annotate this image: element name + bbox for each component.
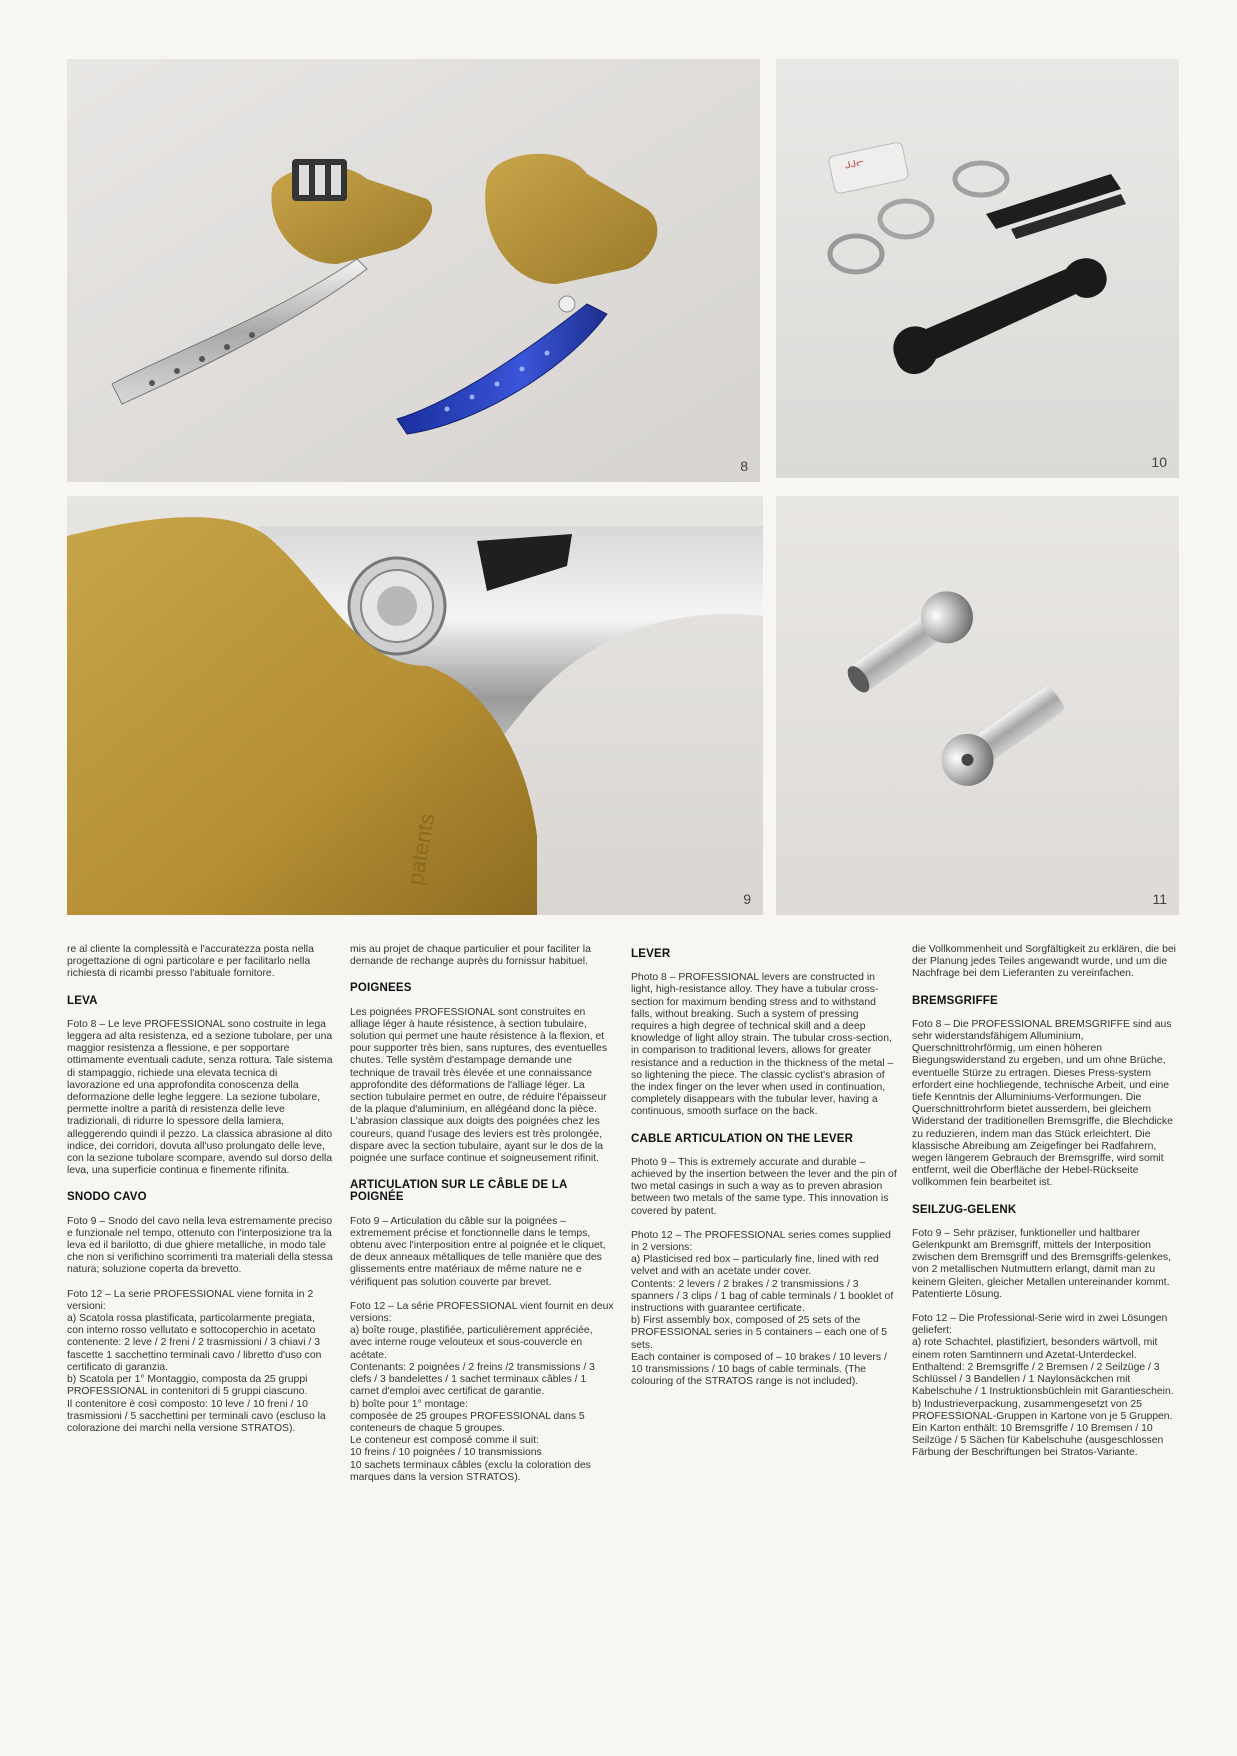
paragraph-foto-8: Foto 8 – Le leve PROFESSIONAL sono costruite in lega leggera ad alta resistenza, ed a sezione tubolare, per una maggior resistenza a flessione, e per sopportare ottimamente eventuali cadute, senza rottura. Tale sistema di stampaggio, richiede una elevata tecnica di lavorazione ed una approfondita conoscenza della deformazione delle leghe leggere. La sezione tubolare, permette inoltre a parità di resistenza delle leve tradizionali, di ridurre lo spessore della lamiera, alleggerendo quindi il pezzo. La classica abrasione al dito indice, dei corridori, dovuta all'uso prolungato delle leve, con la sezione tubolare scompare, avendo sul dorso della leva, una superficie continua e finemente rifinita. [67, 1018, 333, 1177]
paragraph-foto-12: Foto 12 – La serie PROFESSIONAL viene fornita in 2 versioni: a) Scatola rossa plastificata, particolarmente pregiata, con interno rosso vellutato e sottocoperchio in acetato contenente: 2 leve / 2 freni / 2 trasmissioni / 3 chiavi / 3 fascette 1 sacchettino terminali cavo / libretto d'uso con certificato di garanzia. b) Scatola per 1° Montaggio, composta da 25 gruppi PROFESSIONAL in contenitori di 5 gruppi ciascuno. Il contenitore è così composto: 10 leve / 10 freni / 10 trasmissioni / 5 sacchettini per terminali cavo (escluso la colorazione dei marchi nella versione STRATOS). [67, 1288, 326, 1434]
photo-9-lever-closeup [67, 496, 763, 915]
section-heading-snodo-cavo: SNODO CAVO [67, 1191, 147, 1204]
paragraph-foto-12: Foto 12 – La série PROFESSIONAL vient fournit en deux versions: a) boîte rouge, plastifiée, particulièrement appréciée, avec interne rouge velouteux et sous-couvercle en acétate. Contenants: 2 poignées / 2 freins /2 transmissions / 3 clefs / 3 bandelettes / 1 sachet terminaux câbles / 1 carnet d'emploi avec certificat de garantie. b) boîte pour 1° montage: composée de 25 groupes PROFESSIONAL dans 5 conteneurs de chaque 5 groupes. Le conteneur est composé comme il suit: 10 freins / 10 poignées / 10 transmissions 10 sachets terminaux câbles (exclu la coloration des marques dans la version STRATOS). [350, 1300, 614, 1483]
section-heading-cable-articulation: CABLE ARTICULATION ON THE LEVER [631, 1132, 854, 1145]
svg-text:patents: patents [402, 811, 440, 887]
paragraph-photo-12: Photo 12 – The PROFESSIONAL series comes supplied in 2 versions: a) Plasticised red box – particularly fine, lined with red velvet and with an acetate under cover. Contents: 2 levers / 2 brakes / 2 transmissions / 3 spanners / 3 clips / 1 bag of cable terminals / 1 booklet of instructions with guarantee certificate. b) First assembly box, composed of 25 sets of the PROFESSIONAL series in 5 containers – each one of 5 sets. Each container is composed of – 10 brakes / 10 levers / 10 transmissions / 10 bags of cable terminals. (The colouring of the STRATOS range is not included). [631, 1229, 894, 1388]
photo-8-brake-levers [67, 59, 760, 482]
svg-text:ᒍᒍᓕ: ᒍᒍᓕ [843, 156, 865, 171]
paragraph-foto-8: Les poignées PROFESSIONAL sont construites en alliage léger à haute résistence, à section tubulaire, solution qui permet une haute résistence à la flexion, et pour supporter très bien, sans ruptures, des eventuelles chutes. Telle systèm d'estampage demande une technique de travail très élevée et une connaissance approfondite des déformations de l'alliage léger. La section tubulaire permet en outre, de réduire l'épaisseur de la plaque d'aluminium, en allégéand donc la pièce. L'abrasion classique aux doigts des poignées chez les coureurs, quand l'usage des leviers est très prolongée, dispare avec la section tubulaire, ayant sur le dos de la poignée une surface continue et soigneusement rifinit. [350, 1006, 608, 1165]
text-column-english [631, 944, 897, 1401]
paragraph-foto-9: Foto 9 – Snodo del cavo nella leva estremamente preciso e funzionale nel tempo, ottenuto con l'interposizione tra la leva ed il barilotto, di due ghiere metalliche, in modo tale che non si verifichino scorrimenti tra materiali della stessa natura; soluzione coperta da brevetto. [67, 1215, 333, 1276]
lever-closeup-image [67, 496, 763, 915]
paragraph-foto-12: Foto 12 – Die Professional-Serie wird in zwei Lösungen geliefert: a) rote Schachtel, plastifiziert, besonders wärtvoll, mit einem roten Samtinnern und Azetat-Unterdeckel. Enthaltend: 2 Bremsgriffe / 2 Bremsen / 2 Seilzüge / 3 Schlüssel / 3 Bandellen / 1 Naylonsäckchen mit Kabelschuhe / 1 Instruktionsbüchlein mit Garantieschein. b) Industrieverpackung, zusammengesetzt von 25 PROFESSIONAL-Gruppen in Kartone von je 5 Gruppen. Ein Karton enthält: 10 Bremsgriffe / 10 Bremsen / 10 Seilzüge / 5 Sächen für Kabelschuhe (ausgeschlossen Färbung der Beschriftungen bei Stratos-Variante. [912, 1313, 1174, 1459]
paragraph-foto-8: Foto 8 – Die PROFESSIONAL BREMSGRIFFE sind aus sehr widerstandsfähigem Alluminium, Querschnittrohrförmig, um einen höheren Biegungswiderstand zu ergeben, und um ohne Brüche, eventuelle Stürze zu ertragen. Dieses Press-system erfordert eine hochliegende, technische Arbeit, und eine tiefe Kenntnis der Alluminiums-Verformungen. Die Querschnittrohrform bietet ausserdem, bei gleichem Widerstand der traditionellen Bremsgriffe, die Blechdicke zu reduzieren, indem man das Stück erleichtert. Die klassische Abreibung am Zeigefinger bei Radfahrern, wegen längerem Gebrauch der Bremsgriffe, wird somit entfernt, weil die Oberfläche der Hebel-Rückseite vollkommen fein bearbeitet ist. [912, 1018, 1173, 1189]
section-heading-poignees: POIGNEES [350, 982, 412, 995]
photo-number: 9 [743, 891, 751, 907]
section-heading-articulation: ARTICULATION SUR LE CÂBLE DE LA POIGNÉE [350, 1179, 568, 1204]
photo-number: 11 [1152, 891, 1167, 907]
photo-11-cable-terminals [776, 496, 1179, 915]
text-column-french [350, 944, 616, 1496]
paragraph-intro: mis au projet de chaque particulier et pour faciliter la demande de rechange auprès du fornissur habituel. [350, 944, 591, 968]
photo-number: 10 [1151, 454, 1167, 470]
paragraph-foto-9: Foto 9 – Sehr präziser, funktioneller und haltbarer Gelenkpunkt am Bremsgriff, mittels der Interposition zwischen dem Bremsgriff und des Bremsgriffs-gelenkes, von 2 metallischen Nutmuttern erlangt, damit man zu keinem Gleiten, gleicher Metallen untereinander kommt. Patentierte Lösung. [912, 1227, 1171, 1300]
section-heading-lever: LEVER [631, 948, 671, 960]
section-heading-seilzug-gelenk: SEILZUG-GELENK [912, 1203, 1017, 1216]
text-column-german [912, 944, 1178, 1472]
section-heading-bremsgriffe: BREMSGRIFFE [912, 994, 998, 1007]
tools-image [776, 59, 1179, 478]
brake-levers-image [67, 59, 760, 482]
paragraph-photo-8: Photo 8 – PROFESSIONAL levers are constructed in light, high-resistance alloy. They have a tubular cross-section for maximum bending stress and to withstand falls, without breaking. Such a system of pressing requires a high degree of technical skill and a deep knowledge of light alloy strain. The tubular cross-section, in comparison to traditional levers, allows for greater resistance and a reduction in the thickness of the metal – so lightening the piece. The classic cyclist's abrasion of the index finger on the lever when used in continuation, completely disappears with the tubular lever, having a continuous, smooth surface on the back. [631, 972, 894, 1118]
photo-10-tools-and-clips [776, 59, 1179, 478]
paragraph-intro: re al cliente la complessità e l'accuratezza posta nella progettazione di ogni particolare e per facilitarlo nella richiesta di ricambi presso l'abituale fornitore. [67, 944, 314, 980]
text-column-italian [67, 944, 333, 1447]
cable-terminals-image [776, 496, 1179, 915]
section-heading-leva: LEVA [67, 994, 98, 1007]
photo-number: 8 [740, 458, 748, 474]
paragraph-foto-9: Foto 9 – Articulation du câble sur la poignées – extremement précise et fonctionnelle dans le temps, obtenu avec l'interposition entre al poignée et le cliquet, de deux anneaux métalliques de telle manière que des glissements entre matériaux de même nature ne e vérifiquent pas solution couverte par brevet. [350, 1215, 606, 1288]
paragraph-intro: die Vollkommenheit und Sorgfältigkeit zu erklären, die bei der Planung jedes Teiles angewandt wurde, und um die Nachfrage bei dem Lieferanten zu vereinfachen. [912, 944, 1176, 980]
paragraph-photo-9: Photo 9 – This is extremely accurate and durable – achieved by the insertion between the lever and the pin of two metal casings in such a way as to preven abrasion between two metals of the same type. This innovation is covered by patent. [631, 1156, 897, 1217]
